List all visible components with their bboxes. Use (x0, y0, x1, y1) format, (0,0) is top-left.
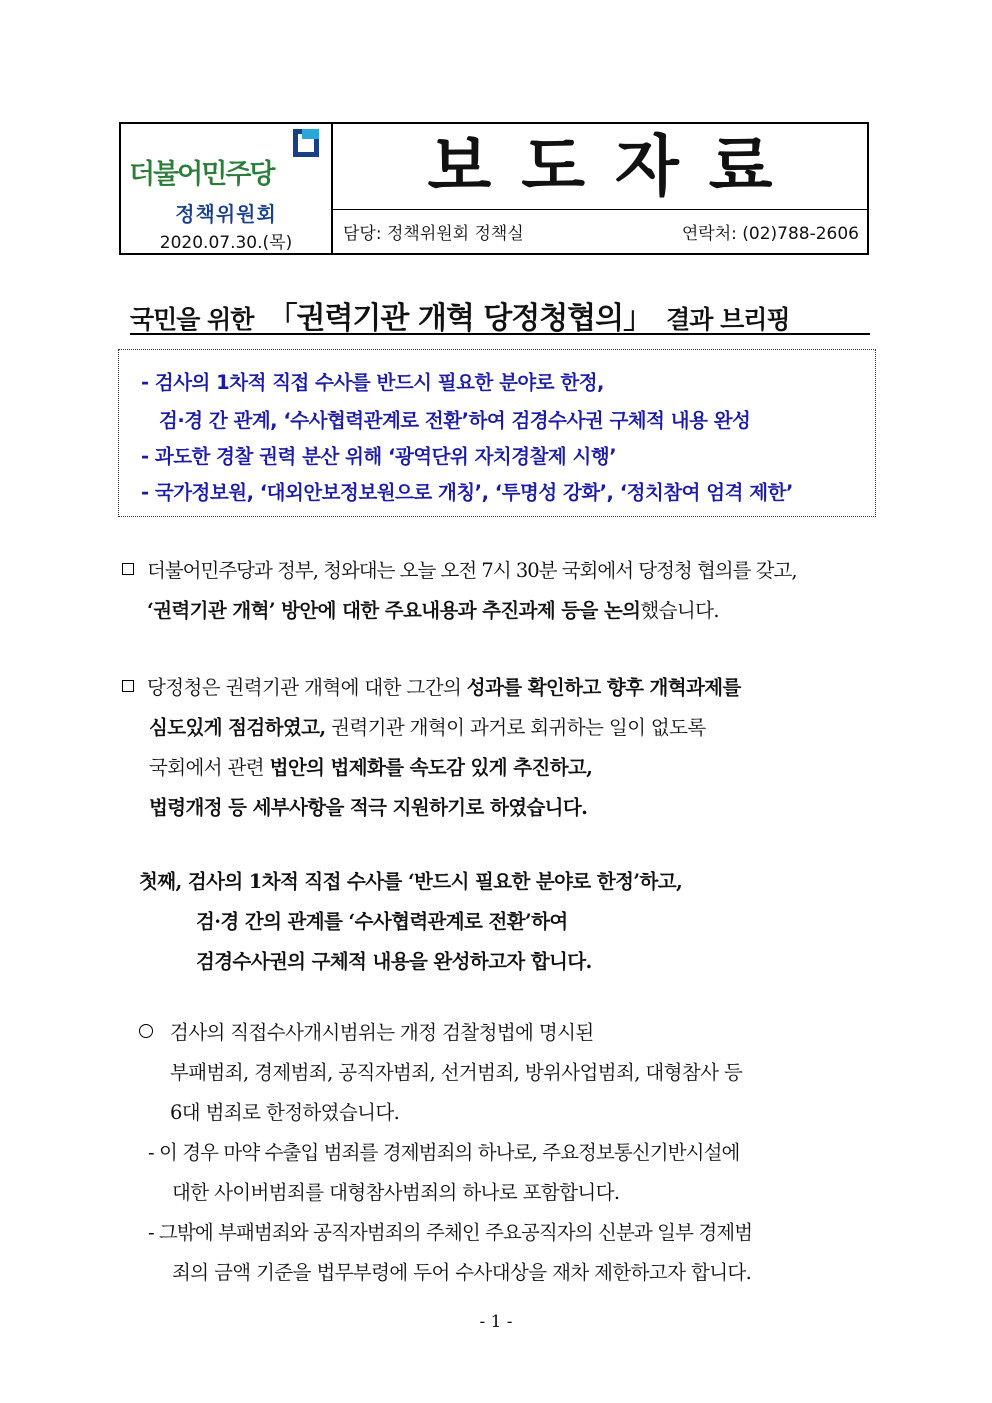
header-divider (331, 209, 867, 210)
para2-l1-normal: 당정청은 권력기관 개혁에 대한 그간의 (147, 676, 467, 699)
circle-line-2: 부패범죄, 경제범죄, 공직자범죄, 선거범죄, 방위사업범죄, 대형참사 등 (170, 1061, 743, 1084)
para2-l3-bold: 법안의 법제화를 속도감 있게 추진하고, (269, 756, 593, 779)
dash1-line-1: - 이 경우 마약 수출입 범죄를 경제범죄의 하나로, 주요정보통신기반시설에 (148, 1141, 740, 1164)
headline-main: 「권력기관 개혁 당정청협의」 (267, 301, 653, 336)
para2-line-4: 법령개정 등 세부사항을 적극 지원하기로 하였습니다. (149, 796, 588, 819)
para1-bold: ‘권력기관 개혁’ 방안에 대한 주요내용과 추진과제 등을 논의 (147, 599, 641, 622)
press-release-title: 보도자료 (427, 128, 803, 205)
summary-line-1: - 검사의 1차적 직접 수사를 반드시 필요한 분야로 한정, (141, 371, 604, 394)
release-date: 2020.07.30.(목) (159, 233, 293, 253)
summary-box (118, 349, 876, 517)
committee-name: 정책위원회 (175, 202, 277, 226)
para2-l2-bold: 심도있게 점검하였고, (149, 716, 326, 739)
para1-line-1: 더불어민주당과 정부, 청와대는 오늘 오전 7시 30분 국회에서 당정청 협의를 갖고, (147, 559, 797, 582)
circle-line-1: 검사의 직접수사개시범위는 개정 검찰청법에 명시된 (170, 1021, 594, 1044)
para1-tail: 했습니다. (640, 599, 719, 622)
dash1-line-2: 대한 사이버범죄를 대형참사범죄의 하나로 포함합니다. (172, 1181, 620, 1204)
summary-line-2: 검·경 간 관계, ‘수사협력관계로 전환’하여 검경수사권 구체적 내용 완성 (159, 409, 751, 432)
para2-line-3 (149, 752, 592, 780)
dash2-line-1: - 그밖에 부패범죄와 공직자범죄의 주체인 주요공직자의 신분과 일부 경제범 (148, 1221, 753, 1244)
dash2-line-2: 죄의 금액 기준을 법무부령에 두어 수사대상을 재차 제한하고자 합니다. (172, 1261, 752, 1284)
summary-line-4: - 국가정보원, ‘대외안보정보원으로 개칭’, ‘투명성 강화’, ‘정치참여 엄격 제한’ (141, 481, 793, 504)
para2-l1-bold: 성과를 확인하고 향후 개혁과제를 (466, 676, 741, 699)
square-bullet-icon (122, 680, 134, 692)
first-line-1: 첫째, 검사의 1차적 직접 수사를 ‘반드시 필요한 분야로 한정’하고, (139, 870, 683, 893)
contact-department: 담당: 정책위원회 정책실 (343, 224, 524, 244)
circle-bullet-icon (139, 1024, 153, 1038)
para2-line-1 (147, 672, 741, 700)
summary-line-3: - 과도한 경찰 권력 분산 위해 ‘광역단위 자치경찰제 시행’ (141, 445, 617, 468)
headline-prefix: 국민을 위한 (130, 305, 254, 334)
para1-line-2 (147, 595, 719, 623)
square-bullet-icon (122, 563, 134, 575)
para2-l3-normal: 국회에서 관련 (149, 756, 270, 779)
first-line-2: 검·경 간의 관계를 ‘수사협력관계로 전환’하여 (196, 910, 568, 933)
party-name-logo: 더불어민주당 (129, 159, 274, 190)
headline-suffix: 결과 브리핑 (666, 305, 790, 334)
headline (130, 293, 870, 335)
party-info (121, 124, 333, 253)
para2-line-2 (149, 712, 706, 740)
circle-line-3: 6대 범죄로 한정하였습니다. (170, 1101, 400, 1124)
contact-phone: 연락처: (02)788-2606 (681, 224, 859, 244)
page-number: - 1 - (479, 1312, 513, 1332)
press-header (119, 122, 869, 255)
first-line-3: 검경수사권의 구체적 내용을 완성하고자 합니다. (196, 950, 592, 973)
para2-l2-normal: 권력기관 개혁이 과거로 회귀하는 일이 없도록 (325, 716, 706, 739)
